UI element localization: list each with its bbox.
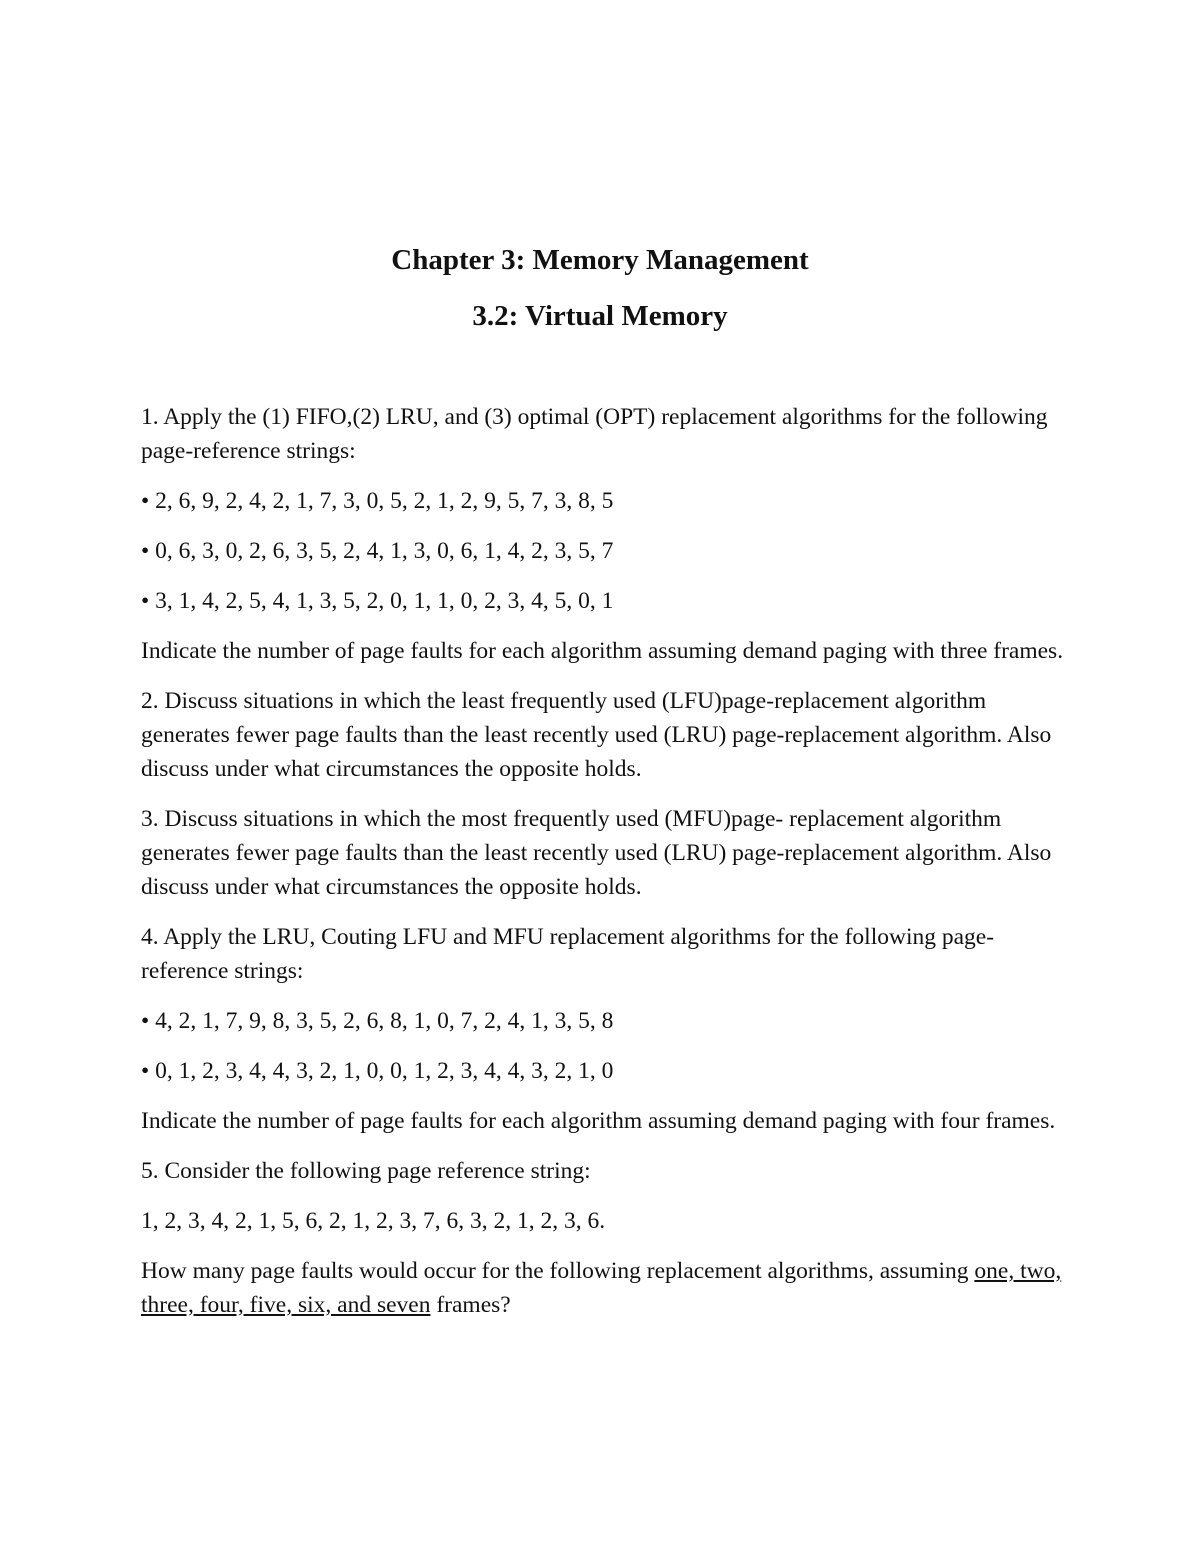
question-4-reference-string-1: • 4, 2, 1, 7, 9, 8, 3, 5, 2, 6, 8, 1, 0, 7, 2, 4, 1, 3, 5, 8 <box>141 1008 614 1034</box>
question-2-text: 2. Discuss situations in which the least frequently used (LFU)page-replacement algorithm generates fewer page faults than the least recently used (LRU) page-replacement algorithm. Also discuss under what circumstances the opposite holds. <box>141 688 1052 782</box>
question-5-frame-counts: one, two, three, four, five, six, and seven <box>141 1258 1062 1318</box>
question-1-text: 1. Apply the (1) FIFO,(2) LRU, and (3) optimal (OPT) replacement algorithms for the following page-reference strings: <box>141 404 1048 464</box>
question-1-reference-string-2: • 0, 6, 3, 0, 2, 6, 3, 5, 2, 4, 1, 3, 0, 6, 1, 4, 2, 3, 5, 7 <box>141 538 614 564</box>
question-5-text: 5. Consider the following page reference string: <box>141 1158 591 1184</box>
question-list <box>141 400 1071 1338</box>
question-5-question <box>141 1254 1071 1322</box>
question-4-followup: Indicate the number of page faults for each algorithm assuming demand paging with four frames. <box>141 1108 1056 1134</box>
section-title: 3.2: Virtual Memory <box>472 300 728 332</box>
question-5-suffix: frames? <box>430 1292 511 1318</box>
question-4-text: 4. Apply the LRU, Couting LFU and MFU replacement algorithms for the following page-reference strings: <box>141 924 995 984</box>
question-4-reference-string-2: • 0, 1, 2, 3, 4, 4, 3, 2, 1, 0, 0, 1, 2, 3, 4, 4, 3, 2, 1, 0 <box>141 1058 614 1084</box>
question-5-reference-string: 1, 2, 3, 4, 2, 1, 5, 6, 2, 1, 2, 3, 7, 6, 3, 2, 1, 2, 3, 6. <box>141 1208 606 1234</box>
question-3-text: 3. Discuss situations in which the most frequently used (MFU)page- replacement algorithm generates fewer page faults than the least recently used (LRU) page-replacement algorithm. Also discuss under what circumstances the opposite holds. <box>141 806 1052 900</box>
question-1-followup: Indicate the number of page faults for each algorithm assuming demand paging with three frames. <box>141 638 1064 664</box>
question-1-reference-string-3: • 3, 1, 4, 2, 5, 4, 1, 3, 5, 2, 0, 1, 1, 0, 2, 3, 4, 5, 0, 1 <box>141 588 614 614</box>
question-5-prefix: How many page faults would occur for the following replacement algorithms, assuming <box>141 1258 975 1284</box>
chapter-title: Chapter 3: Memory Management <box>391 244 809 276</box>
question-1-reference-string-1: • 2, 6, 9, 2, 4, 2, 1, 7, 3, 0, 5, 2, 1, 2, 9, 5, 7, 3, 8, 5 <box>141 488 614 514</box>
